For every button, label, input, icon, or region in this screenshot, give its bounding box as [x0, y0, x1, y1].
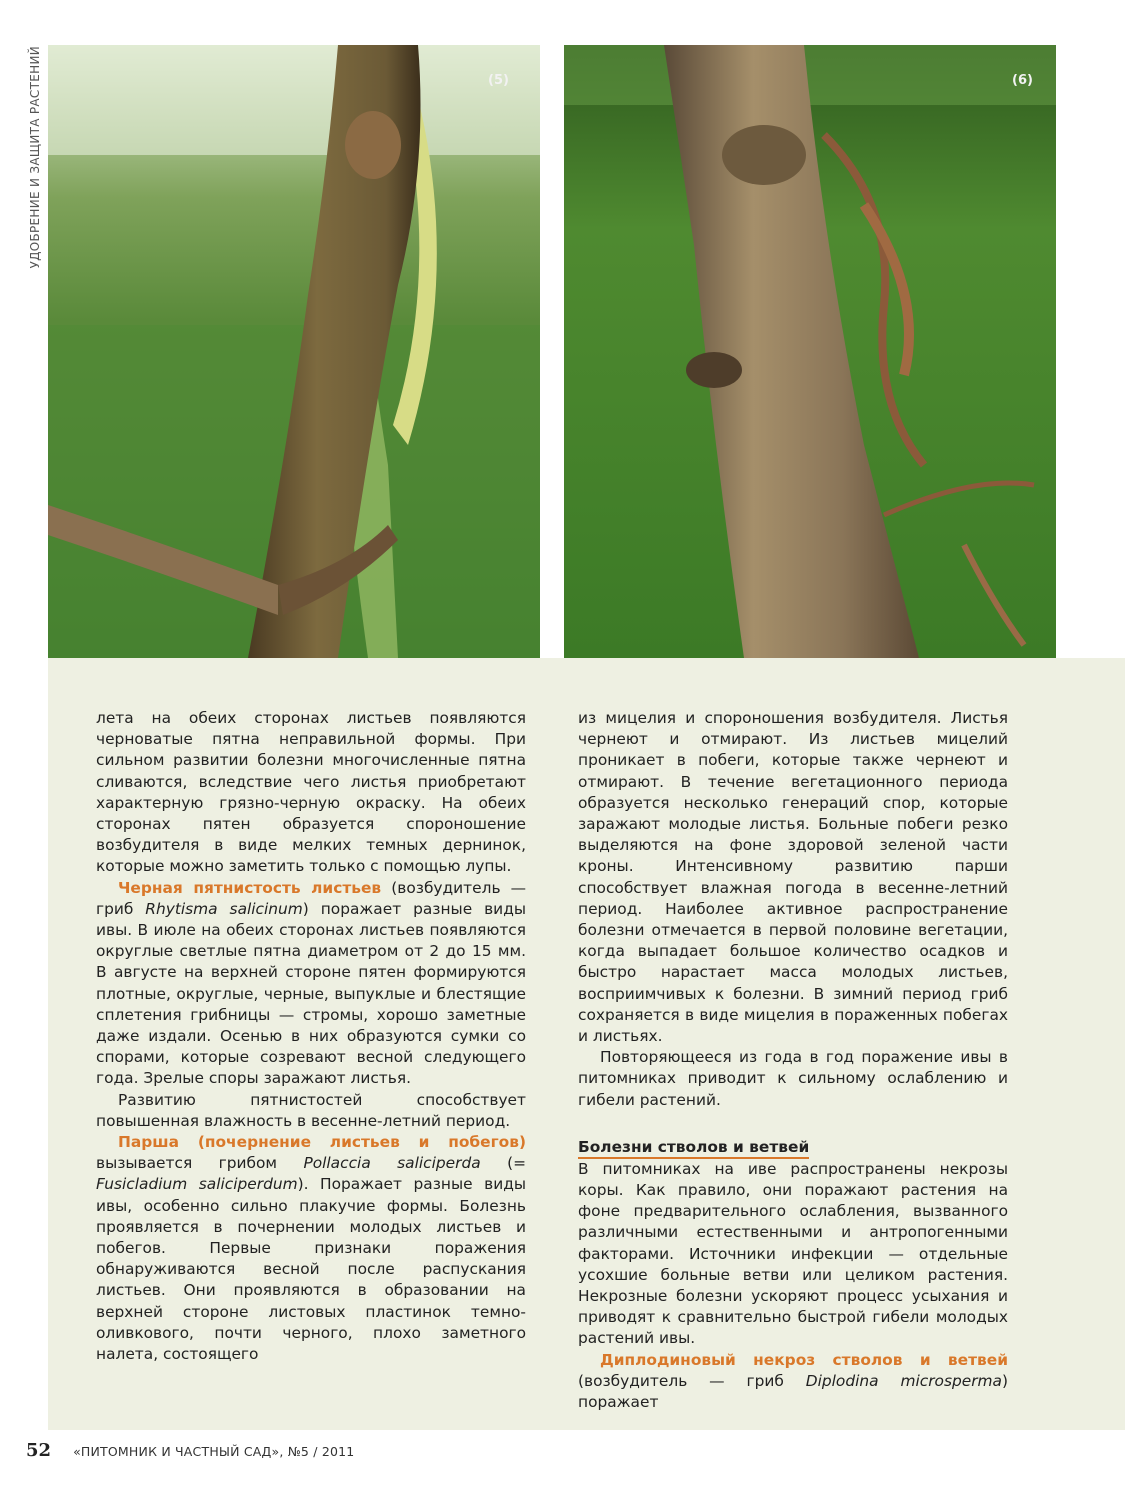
disease-term: Черная пятнистость листьев: [118, 878, 382, 897]
photo-willow-trunk-6: [564, 45, 1056, 658]
latin-name: Rhytisma salicinum: [145, 899, 303, 918]
photo-willow-trunk-5: [48, 45, 540, 658]
latin-name: Fusicladium saliciperdum: [96, 1175, 298, 1194]
paragraph: В питомниках на иве распространены некрозы коры. Как правило, они поражают растения на фоне предварительного ослабления, вызванного различными естественными и антропогенными факторами. Источники инфекции — отдельные усохшие больные ветви или целиком растения. Некрозные болезни ускоряют процесс усыхания и приводят к сравнительно быстрой гибели молодых растений ивы.: [578, 1159, 1008, 1348]
magazine-title: «ПИТОМНИК И ЧАСТНЫЙ САД», №5 / 2011: [73, 1444, 355, 1459]
paragraph: из мицелия и спороношения возбудителя. Листья чернеют и отмирают. Из листьев мицелий проникает в побеги, которые также чернеют и отмирают. В течение вегетационного периода образуется несколько генераций спор, которые заражают молодые листья. Больные побеги резко выделяются на фоне здоровой зеленой части кроны. Интенсивному развитию парши способствует влажная погода в весенне-летний период. Наиболее активное распространение болезни отмечается в первой половине вегетации, когда выпадает большое количество осадков и быстро нарастает масса молодых листьев, восприимчивых к болезни. В зимний период гриб сохраняется в виде мицелия в пораженных побегах и листьях.: [578, 709, 1008, 1046]
left-text-column: [96, 708, 526, 1365]
text-run: (возбудитель — гриб: [96, 878, 527, 918]
paragraph-black-spot: [96, 878, 526, 1090]
section-heading: Болезни стволов и ветвей: [578, 1137, 809, 1159]
latin-name: Diplodina microsperma: [805, 1371, 1002, 1390]
text-run: (возбудитель — гриб: [578, 1371, 806, 1390]
disease-term: Парша (почернение листьев и побегов): [118, 1133, 526, 1152]
paragraph-diplodina: [578, 1350, 1008, 1414]
right-text-column: [578, 708, 1008, 1413]
photo-number-5: (5): [488, 73, 509, 88]
text-run: ) поражает разные виды ивы. В июле на обеих сторонах листьев появляются округлые светлые пятна диаметром от 2 до 15 мм. В августе на верхней стороне пятен формируются плотные, округлые, черные, выпуклые и блестящие сплетения грибницы — стромы, хорошо заметные даже издали. Осенью в них образуются сумки со спорами, которые созревают весной следующего года. Зрелые споры заражают листья.: [96, 899, 526, 1088]
text-run: вызывается грибом: [96, 1154, 304, 1173]
paragraph: Развитию пятнистостей способствует повышенная влажность в весенне-летний период.: [96, 1090, 526, 1130]
latin-name: Pollaccia saliciperda: [303, 1154, 481, 1173]
disease-term: Диплодиновый некроз стволов и ветвей: [600, 1350, 1008, 1369]
photo-5-illustration: [48, 45, 540, 658]
page-footer: [26, 1440, 354, 1470]
photo-number-6: (6): [1012, 73, 1033, 88]
section-label-text: УДОБРЕНИЕ И ЗАЩИТА РАСТЕНИЙ: [28, 46, 42, 269]
photo-6-illustration: [564, 45, 1056, 658]
page-number: 52: [26, 1440, 52, 1461]
paragraph: лета на обеих сторонах листьев появляются черноватые пятна неправильной формы. При сильном развитии болезни многочисленные пятна сливаются, вследствие чего листья приобретают характерную грязно-черную окраску. На обеих сторонах пятен образуется спороношение возбудителя в виде мелких темных дернинок, которые можно заметить только с помощью лупы.: [96, 709, 526, 876]
paragraph: Повторяющееся из года в год поражение ивы в питомниках приводит к сильному ослаблению и гибели растений.: [578, 1048, 1008, 1109]
text-run: ) поражает: [578, 1371, 1008, 1412]
paragraph-scab: [96, 1132, 526, 1365]
text-run: ). Поражает разные виды ивы, особенно сильно плакучие формы. Болезнь проявляется в почернении молодых листьев и побегов. Первые признаки поражения обнаруживаются весной после распускания листьев. Они проявляются в образовании на верхней стороне листовых пластинок темно-оливкового, почти черного, плохо заметного налета, состоящего: [96, 1175, 526, 1364]
section-label: [24, 46, 46, 286]
text-run: (=: [480, 1154, 527, 1173]
